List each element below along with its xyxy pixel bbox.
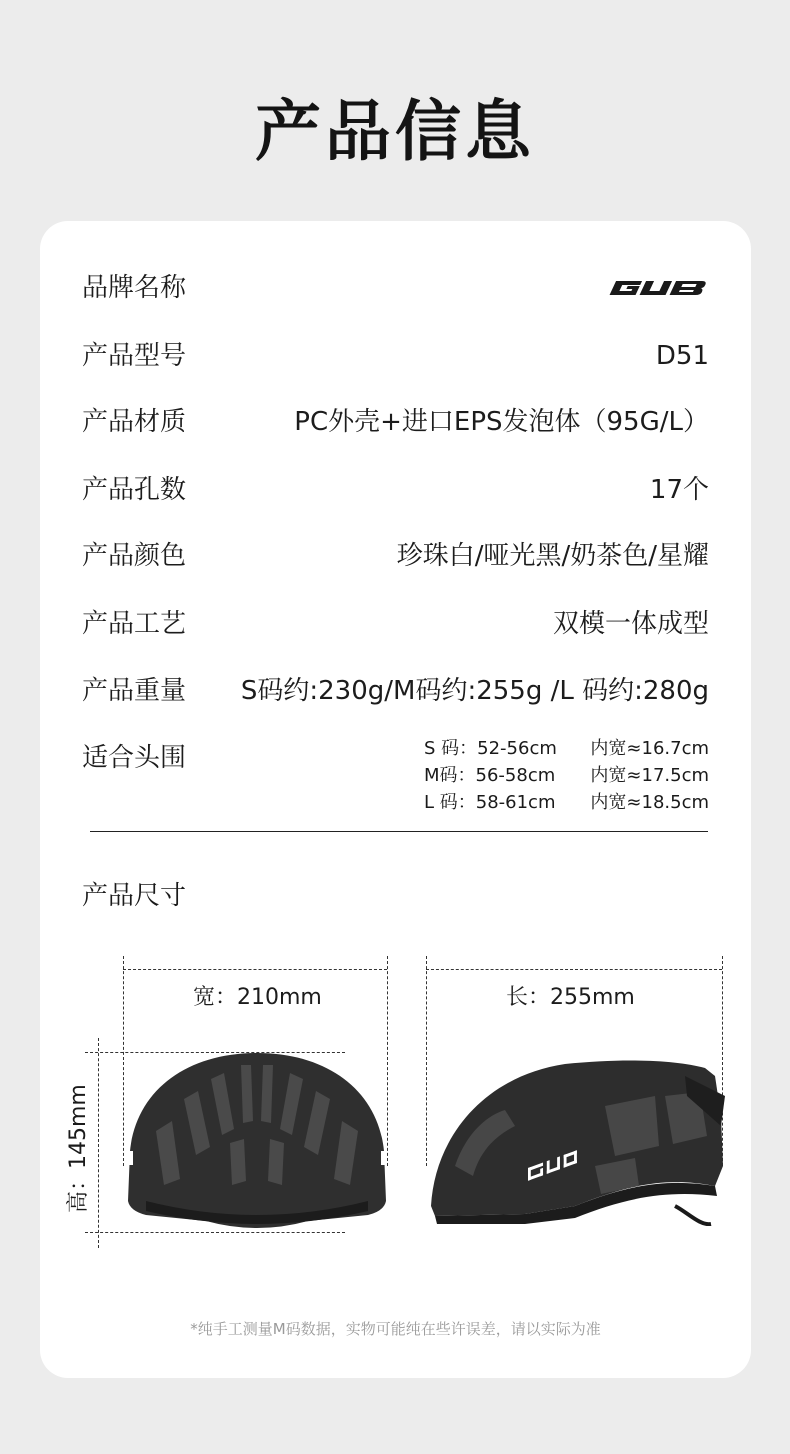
headsize-range: M码：56-58cm <box>424 765 556 786</box>
spec-label: 产品材质 <box>82 407 187 437</box>
spec-row-vents <box>40 470 751 510</box>
width-dimension-label: 宽：210mm <box>193 985 322 1010</box>
headsize-range: L 码：58-61cm <box>424 792 556 813</box>
spec-row-colors <box>40 536 751 576</box>
spec-row-process <box>40 604 751 644</box>
spec-label: 适合头围 <box>82 743 187 773</box>
length-dimension-label: 长：255mm <box>506 985 635 1010</box>
gub-logo-icon <box>605 279 709 297</box>
headsize-row <box>409 789 709 816</box>
helmet-front-image <box>126 1051 388 1233</box>
page-title: 产品信息 <box>255 93 535 170</box>
spec-label: 产品型号 <box>82 341 187 371</box>
headsize-row <box>409 735 709 762</box>
dimension-guide-line <box>123 969 387 970</box>
spec-value: PC外壳+进口EPS发泡体（95G/L） <box>294 407 709 437</box>
section-divider <box>90 831 708 832</box>
headsize-row <box>409 762 709 789</box>
height-dimension-label: 高：145mm <box>66 1084 91 1213</box>
helmet-side-image <box>425 1056 725 1226</box>
spec-value: 17个 <box>649 475 709 505</box>
footnote: *纯手工测量M码数据，实物可能纯在些许误差，请以实际为准 <box>190 1320 601 1338</box>
spec-row-weight <box>40 671 751 711</box>
spec-label: 产品颜色 <box>82 541 187 571</box>
spec-row-brand <box>40 268 751 308</box>
spec-row-model <box>40 336 751 376</box>
headsize-list <box>409 735 709 816</box>
product-info-card <box>40 221 751 1378</box>
dimension-guide-line <box>426 969 722 970</box>
spec-value: S码约:230g/M码约:255g /L 码约:280g <box>240 676 709 706</box>
headsize-range: S 码：52-56cm <box>424 738 557 759</box>
spec-label: 产品重量 <box>82 676 187 706</box>
headsize-inner-width: 内宽≈18.5cm <box>590 792 709 813</box>
spec-row-material <box>40 402 751 442</box>
headsize-inner-width: 内宽≈16.7cm <box>590 738 709 759</box>
spec-label: 产品工艺 <box>82 609 187 639</box>
spec-label: 产品孔数 <box>82 475 187 505</box>
spec-label: 品牌名称 <box>82 273 187 303</box>
headsize-inner-width: 内宽≈17.5cm <box>590 765 709 786</box>
dimension-guide-line <box>123 956 124 1166</box>
spec-value: 珍珠白/哑光黑/奶茶色/星耀 <box>396 541 709 571</box>
size-section-title: 产品尺寸 <box>82 881 187 911</box>
spec-value: 双模一体成型 <box>552 609 709 639</box>
spec-value: D51 <box>655 341 709 371</box>
dimension-guide-line <box>98 1038 99 1248</box>
